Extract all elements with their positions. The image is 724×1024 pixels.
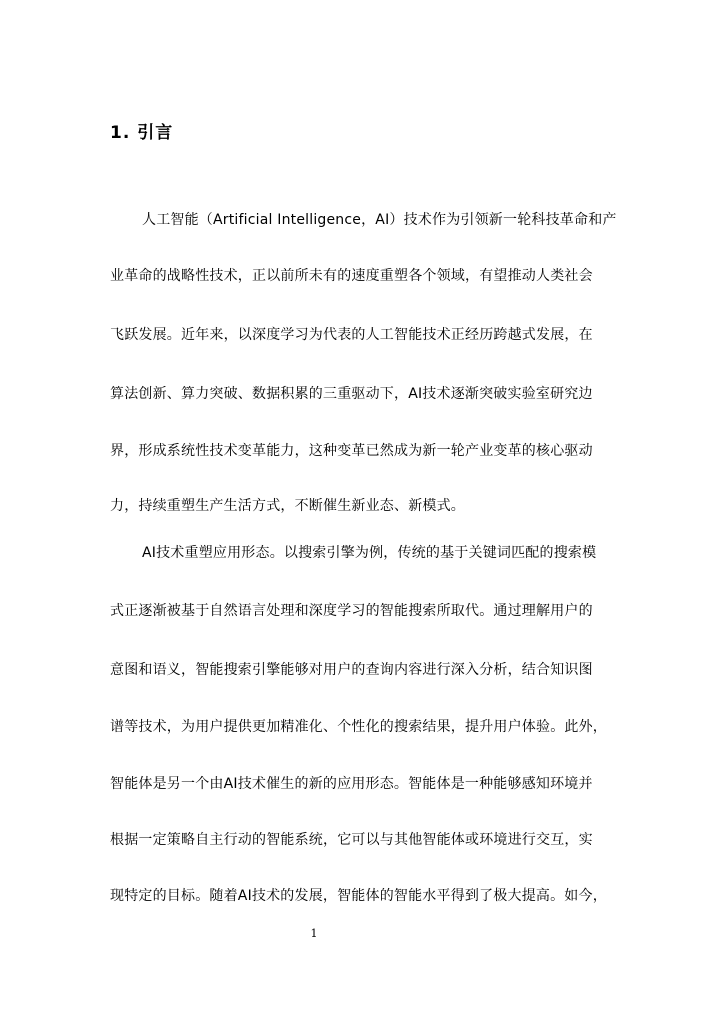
paragraph-2-line-4: 谱等技术，为用户提供更加精准化、个性化的搜索结果，提升用户体验。此外， [110,719,607,735]
section-heading: 1. 引言 [110,123,174,143]
paragraph-2-line-3: 意图和语义，智能搜索引擎能够对用户的查询内容进行深入分析，结合知识图 [110,662,593,678]
paragraph-1-line-5: 界，形成系统性技术变革能力，这种变革已然成为新一轮产业变革的核心驱动 [110,443,593,459]
page-number: 1 [310,927,318,940]
paragraph-2-line-1: AI技术重塑应用形态。以搜索引擎为例，传统的基于关键词匹配的搜索模 [142,545,597,561]
paragraph-1-line-2: 业革命的战略性技术，正以前所未有的速度重塑各个领域，有望推动人类社会 [110,268,593,284]
paragraph-1-line-6: 力，持续重塑生产生活方式，不断催生新业态、新模式。 [110,498,465,514]
paragraph-2-line-6: 根据一定策略自主行动的智能系统，它可以与其他智能体或环境进行交互，实 [110,832,593,848]
paragraph-1-line-1: 人工智能（Artificial Intelligence，AI）技术作为引领新一轮科技革命和产 [142,212,617,228]
paragraph-2-line-7: 现特定的目标。随着AI技术的发展，智能体的智能水平得到了极大提高。如今， [110,888,607,904]
paragraph-2-line-5: 智能体是另一个由AI技术催生的新的应用形态。智能体是一种能够感知环境并 [110,776,593,792]
paragraph-2-line-2: 式正逐渐被基于自然语言处理和深度学习的智能搜索所取代。通过理解用户的 [110,603,593,619]
paragraph-1-line-4: 算法创新、算力突破、数据积累的三重驱动下，AI技术逐渐突破实验室研究边 [110,386,593,402]
paragraph-1-line-3: 飞跃发展。近年来，以深度学习为代表的人工智能技术正经历跨越式发展，在 [110,327,593,343]
